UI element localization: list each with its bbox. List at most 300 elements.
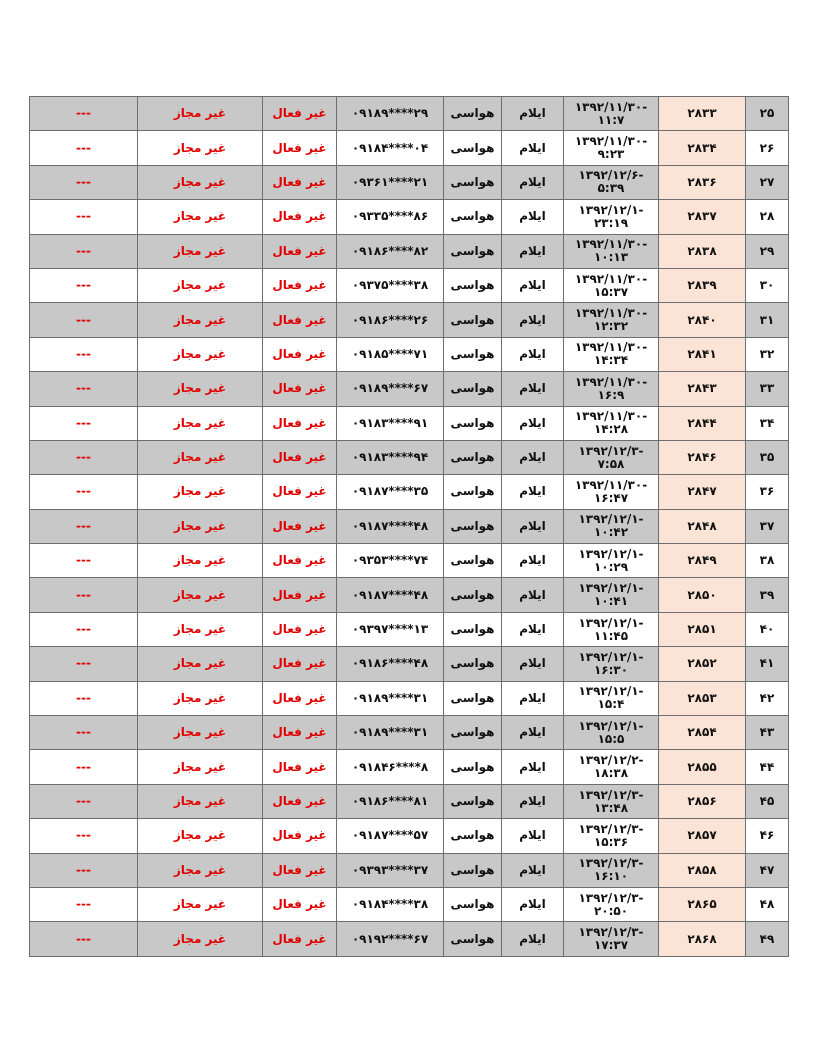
row-number-cell: ۳۴ <box>746 406 789 440</box>
id-cell: ۲۸۵۵ <box>659 750 746 784</box>
province-cell: ایلام <box>502 647 564 681</box>
status-cell: غیر فعال <box>263 784 337 818</box>
province-cell: ایلام <box>502 922 564 956</box>
time-line: ۱۷:۳۷ <box>593 938 629 953</box>
status-cell: غیر فعال <box>263 509 337 543</box>
id-cell: ۲۸۴۱ <box>659 337 746 371</box>
permit-cell: غیر مجاز <box>138 97 263 131</box>
phone-cell: ۰۹۳۶۱****۲۱ <box>337 165 444 199</box>
dash-cell: --- <box>30 440 138 474</box>
status-cell: غیر فعال <box>263 234 337 268</box>
province-cell: ایلام <box>502 887 564 921</box>
province-cell: ایلام <box>502 509 564 543</box>
date-line: ۱۳۹۲/۱۱/۳۰- <box>574 477 648 492</box>
status-cell: غیر فعال <box>263 131 337 165</box>
date-line: ۱۳۹۲/۱۲/۲- <box>578 753 644 768</box>
table-row <box>30 131 789 165</box>
permit-cell: غیر مجاز <box>138 131 263 165</box>
table-row <box>30 750 789 784</box>
id-cell: ۲۸۵۸ <box>659 853 746 887</box>
row-number-cell: ۴۱ <box>746 647 789 681</box>
date-line: ۱۳۹۲/۱۲/۶- <box>578 168 644 183</box>
table-row <box>30 681 789 715</box>
id-cell: ۲۸۳۶ <box>659 165 746 199</box>
registration-table <box>29 96 789 957</box>
status-cell: غیر فعال <box>263 544 337 578</box>
table-body <box>30 97 789 957</box>
phone-cell: ۰۹۱۸۹****۳۱ <box>337 716 444 750</box>
time-line: ۲۰:۵۰ <box>593 903 629 918</box>
phone-cell: ۰۹۱۹۲****۶۷ <box>337 922 444 956</box>
date-cell <box>564 509 659 543</box>
province-cell: ایلام <box>502 784 564 818</box>
dash-cell: --- <box>30 612 138 646</box>
status-cell: غیر فعال <box>263 681 337 715</box>
date-cell <box>564 647 659 681</box>
permit-cell: غیر مجاز <box>138 750 263 784</box>
date-cell <box>564 97 659 131</box>
type-cell: هواسی <box>444 131 502 165</box>
table-row <box>30 578 789 612</box>
permit-cell: غیر مجاز <box>138 372 263 406</box>
dash-cell: --- <box>30 716 138 750</box>
date-cell <box>564 372 659 406</box>
table-row <box>30 475 789 509</box>
row-number-cell: ۲۹ <box>746 234 789 268</box>
row-number-cell: ۳۸ <box>746 544 789 578</box>
phone-cell: ۰۹۱۸۶****۸۱ <box>337 784 444 818</box>
table-row <box>30 200 789 234</box>
row-number-cell: ۴۶ <box>746 819 789 853</box>
date-cell <box>564 887 659 921</box>
dash-cell: --- <box>30 887 138 921</box>
date-line: ۱۳۹۲/۱۱/۳۰- <box>574 306 648 321</box>
date-cell <box>564 165 659 199</box>
province-cell: ایلام <box>502 200 564 234</box>
date-cell <box>564 716 659 750</box>
province-cell: ایلام <box>502 337 564 371</box>
date-cell <box>564 544 659 578</box>
id-cell: ۲۸۵۶ <box>659 784 746 818</box>
permit-cell: غیر مجاز <box>138 406 263 440</box>
province-cell: ایلام <box>502 303 564 337</box>
dash-cell: --- <box>30 303 138 337</box>
phone-cell: ۰۹۱۸۷****۴۸ <box>337 578 444 612</box>
status-cell: غیر فعال <box>263 750 337 784</box>
phone-cell: ۰۹۳۵۳****۷۴ <box>337 544 444 578</box>
permit-cell: غیر مجاز <box>138 165 263 199</box>
date-line: ۱۳۹۲/۱۲/۳- <box>578 925 644 940</box>
id-cell: ۲۸۵۴ <box>659 716 746 750</box>
dash-cell: --- <box>30 681 138 715</box>
status-cell: غیر فعال <box>263 303 337 337</box>
permit-cell: غیر مجاز <box>138 200 263 234</box>
status-cell: غیر فعال <box>263 475 337 509</box>
phone-cell: ۰۹۱۸۹****۳۱ <box>337 681 444 715</box>
date-line: ۱۳۹۲/۱۱/۳۰- <box>574 374 648 389</box>
type-cell: هواسی <box>444 303 502 337</box>
dash-cell: --- <box>30 750 138 784</box>
type-cell: هواسی <box>444 372 502 406</box>
phone-cell: ۰۹۳۹۷****۱۳ <box>337 612 444 646</box>
phone-cell: ۰۹۱۸۹****۲۹ <box>337 97 444 131</box>
table-row <box>30 268 789 302</box>
time-line: ۹:۲۳ <box>597 147 625 162</box>
status-cell: غیر فعال <box>263 819 337 853</box>
status-cell: غیر فعال <box>263 853 337 887</box>
phone-cell: ۰۹۳۹۳****۳۷ <box>337 853 444 887</box>
type-cell: هواسی <box>444 475 502 509</box>
province-cell: ایلام <box>502 475 564 509</box>
permit-cell: غیر مجاز <box>138 819 263 853</box>
province-cell: ایلام <box>502 750 564 784</box>
date-cell <box>564 131 659 165</box>
id-cell: ۲۸۳۸ <box>659 234 746 268</box>
phone-cell: ۰۹۱۸۷****۴۸ <box>337 509 444 543</box>
permit-cell: غیر مجاز <box>138 578 263 612</box>
permit-cell: غیر مجاز <box>138 853 263 887</box>
phone-cell: ۰۹۱۸۶****۸۲ <box>337 234 444 268</box>
date-line: ۱۳۹۲/۱۲/۱- <box>578 684 644 699</box>
date-line: ۱۳۹۲/۱۲/۱- <box>578 649 644 664</box>
status-cell: غیر فعال <box>263 97 337 131</box>
phone-cell: ۰۹۱۸۷****۳۵ <box>337 475 444 509</box>
dash-cell: --- <box>30 200 138 234</box>
type-cell: هواسی <box>444 509 502 543</box>
province-cell: ایلام <box>502 131 564 165</box>
type-cell: هواسی <box>444 200 502 234</box>
status-cell: غیر فعال <box>263 612 337 646</box>
date-line: ۱۳۹۲/۱۲/۱- <box>578 581 644 596</box>
type-cell: هواسی <box>444 440 502 474</box>
province-cell: ایلام <box>502 681 564 715</box>
province-cell: ایلام <box>502 165 564 199</box>
date-line: ۱۳۹۲/۱۱/۳۰- <box>574 134 648 149</box>
dash-cell: --- <box>30 165 138 199</box>
time-line: ۱۴:۲۸ <box>593 422 629 437</box>
id-cell: ۲۸۵۲ <box>659 647 746 681</box>
type-cell: هواسی <box>444 234 502 268</box>
permit-cell: غیر مجاز <box>138 784 263 818</box>
dash-cell: --- <box>30 509 138 543</box>
status-cell: غیر فعال <box>263 440 337 474</box>
date-cell <box>564 750 659 784</box>
date-cell <box>564 268 659 302</box>
id-cell: ۲۸۵۰ <box>659 578 746 612</box>
time-line: ۱۱:۷ <box>597 112 625 127</box>
dash-cell: --- <box>30 784 138 818</box>
status-cell: غیر فعال <box>263 337 337 371</box>
type-cell: هواسی <box>444 887 502 921</box>
permit-cell: غیر مجاز <box>138 922 263 956</box>
date-line: ۱۳۹۲/۱۲/۱- <box>578 512 644 527</box>
status-cell: غیر فعال <box>263 887 337 921</box>
id-cell: ۲۸۵۳ <box>659 681 746 715</box>
table-row <box>30 509 789 543</box>
date-line: ۱۳۹۲/۱۲/۳- <box>578 821 644 836</box>
permit-cell: غیر مجاز <box>138 234 263 268</box>
dash-cell: --- <box>30 544 138 578</box>
status-cell: غیر فعال <box>263 406 337 440</box>
status-cell: غیر فعال <box>263 200 337 234</box>
dash-cell: --- <box>30 922 138 956</box>
time-line: ۱۶:۱۰ <box>593 869 629 884</box>
status-cell: غیر فعال <box>263 372 337 406</box>
date-line: ۱۳۹۲/۱۱/۳۰- <box>574 237 648 252</box>
dash-cell: --- <box>30 97 138 131</box>
type-cell: هواسی <box>444 681 502 715</box>
time-line: ۱۵:۳۶ <box>593 834 629 849</box>
permit-cell: غیر مجاز <box>138 544 263 578</box>
phone-cell: ۰۹۱۸۹****۶۷ <box>337 372 444 406</box>
time-line: ۱۵:۵ <box>597 731 625 746</box>
date-line: ۱۳۹۲/۱۱/۳۰- <box>574 99 648 114</box>
date-cell <box>564 475 659 509</box>
province-cell: ایلام <box>502 819 564 853</box>
permit-cell: غیر مجاز <box>138 337 263 371</box>
province-cell: ایلام <box>502 234 564 268</box>
date-line: ۱۳۹۲/۱۲/۳- <box>578 890 644 905</box>
id-cell: ۲۸۴۹ <box>659 544 746 578</box>
date-cell <box>564 440 659 474</box>
permit-cell: غیر مجاز <box>138 681 263 715</box>
row-number-cell: ۲۸ <box>746 200 789 234</box>
row-number-cell: ۳۲ <box>746 337 789 371</box>
permit-cell: غیر مجاز <box>138 268 263 302</box>
id-cell: ۲۸۳۷ <box>659 200 746 234</box>
table-row <box>30 922 789 956</box>
row-number-cell: ۲۷ <box>746 165 789 199</box>
time-line: ۱۱:۴۵ <box>593 628 629 643</box>
date-line: ۱۳۹۲/۱۱/۳۰- <box>574 340 648 355</box>
id-cell: ۲۸۴۸ <box>659 509 746 543</box>
dash-cell: --- <box>30 578 138 612</box>
row-number-cell: ۴۵ <box>746 784 789 818</box>
id-cell: ۲۸۴۳ <box>659 372 746 406</box>
row-number-cell: ۳۱ <box>746 303 789 337</box>
type-cell: هواسی <box>444 337 502 371</box>
id-cell: ۲۸۴۶ <box>659 440 746 474</box>
row-number-cell: ۲۶ <box>746 131 789 165</box>
table-row <box>30 303 789 337</box>
time-line: ۱۶:۹ <box>597 387 625 402</box>
time-line: ۱۰:۱۳ <box>593 250 629 265</box>
date-line: ۱۳۹۲/۱۲/۱- <box>578 615 644 630</box>
status-cell: غیر فعال <box>263 268 337 302</box>
time-line: ۱۶:۳۰ <box>593 662 629 677</box>
date-cell <box>564 234 659 268</box>
row-number-cell: ۳۹ <box>746 578 789 612</box>
time-line: ۱۲:۳۲ <box>593 319 629 334</box>
date-cell <box>564 922 659 956</box>
date-line: ۱۳۹۲/۱۲/۳- <box>578 443 644 458</box>
permit-cell: غیر مجاز <box>138 716 263 750</box>
time-line: ۲۳:۱۹ <box>593 215 629 230</box>
time-line: ۱۰:۴۱ <box>593 594 629 609</box>
phone-cell: ۰۹۱۸۴****۳۸ <box>337 887 444 921</box>
type-cell: هواسی <box>444 97 502 131</box>
date-line: ۱۳۹۲/۱۲/۱- <box>578 546 644 561</box>
phone-cell: ۰۹۳۳۵****۸۶ <box>337 200 444 234</box>
table-row <box>30 440 789 474</box>
status-cell: غیر فعال <box>263 165 337 199</box>
row-number-cell: ۳۰ <box>746 268 789 302</box>
status-cell: غیر فعال <box>263 716 337 750</box>
table-row <box>30 647 789 681</box>
permit-cell: غیر مجاز <box>138 509 263 543</box>
table-row <box>30 819 789 853</box>
row-number-cell: ۴۷ <box>746 853 789 887</box>
type-cell: هواسی <box>444 716 502 750</box>
type-cell: هواسی <box>444 612 502 646</box>
phone-cell: ۰۹۱۸۷****۵۷ <box>337 819 444 853</box>
type-cell: هواسی <box>444 922 502 956</box>
row-number-cell: ۴۰ <box>746 612 789 646</box>
province-cell: ایلام <box>502 97 564 131</box>
province-cell: ایلام <box>502 578 564 612</box>
time-line: ۱۸:۳۸ <box>593 766 629 781</box>
type-cell: هواسی <box>444 853 502 887</box>
time-line: ۱۶:۴۷ <box>593 490 629 505</box>
row-number-cell: ۴۲ <box>746 681 789 715</box>
row-number-cell: ۳۷ <box>746 509 789 543</box>
time-line: ۱۴:۳۴ <box>593 353 629 368</box>
phone-cell: ۰۹۱۸۵****۷۱ <box>337 337 444 371</box>
time-line: ۱۵:۳۷ <box>593 284 629 299</box>
table-row <box>30 165 789 199</box>
province-cell: ایلام <box>502 853 564 887</box>
status-cell: غیر فعال <box>263 922 337 956</box>
table-row <box>30 337 789 371</box>
id-cell: ۲۸۵۱ <box>659 612 746 646</box>
time-line: ۱۳:۴۸ <box>593 800 629 815</box>
row-number-cell: ۳۳ <box>746 372 789 406</box>
dash-cell: --- <box>30 647 138 681</box>
id-cell: ۲۸۶۸ <box>659 922 746 956</box>
type-cell: هواسی <box>444 544 502 578</box>
dash-cell: --- <box>30 131 138 165</box>
status-cell: غیر فعال <box>263 578 337 612</box>
dash-cell: --- <box>30 372 138 406</box>
phone-cell: ۰۹۱۸۶****۲۶ <box>337 303 444 337</box>
permit-cell: غیر مجاز <box>138 887 263 921</box>
type-cell: هواسی <box>444 578 502 612</box>
time-line: ۱۰:۴۲ <box>593 525 629 540</box>
dash-cell: --- <box>30 819 138 853</box>
type-cell: هواسی <box>444 819 502 853</box>
province-cell: ایلام <box>502 440 564 474</box>
dash-cell: --- <box>30 268 138 302</box>
type-cell: هواسی <box>444 784 502 818</box>
table-row <box>30 612 789 646</box>
table-row <box>30 234 789 268</box>
row-number-cell: ۲۵ <box>746 97 789 131</box>
row-number-cell: ۴۳ <box>746 716 789 750</box>
table-row <box>30 544 789 578</box>
permit-cell: غیر مجاز <box>138 612 263 646</box>
permit-cell: غیر مجاز <box>138 647 263 681</box>
id-cell: ۲۸۴۴ <box>659 406 746 440</box>
status-cell: غیر فعال <box>263 647 337 681</box>
type-cell: هواسی <box>444 268 502 302</box>
time-line: ۱۰:۲۹ <box>593 559 629 574</box>
province-cell: ایلام <box>502 372 564 406</box>
row-number-cell: ۴۹ <box>746 922 789 956</box>
province-cell: ایلام <box>502 406 564 440</box>
date-line: ۱۳۹۲/۱۱/۳۰- <box>574 271 648 286</box>
type-cell: هواسی <box>444 165 502 199</box>
province-cell: ایلام <box>502 612 564 646</box>
id-cell: ۲۸۳۴ <box>659 131 746 165</box>
date-cell <box>564 337 659 371</box>
phone-cell: ۰۹۱۸۴۶****۸ <box>337 750 444 784</box>
phone-cell: ۰۹۱۸۳****۹۱ <box>337 406 444 440</box>
table-row <box>30 716 789 750</box>
table-row <box>30 784 789 818</box>
date-cell <box>564 406 659 440</box>
permit-cell: غیر مجاز <box>138 303 263 337</box>
permit-cell: غیر مجاز <box>138 475 263 509</box>
province-cell: ایلام <box>502 544 564 578</box>
row-number-cell: ۳۵ <box>746 440 789 474</box>
dash-cell: --- <box>30 406 138 440</box>
table-row <box>30 97 789 131</box>
date-line: ۱۳۹۲/۱۲/۳- <box>578 787 644 802</box>
time-line: ۱۵:۴ <box>597 697 625 712</box>
id-cell: ۲۸۵۷ <box>659 819 746 853</box>
dash-cell: --- <box>30 234 138 268</box>
date-cell <box>564 681 659 715</box>
phone-cell: ۰۹۱۸۴****۰۴ <box>337 131 444 165</box>
permit-cell: غیر مجاز <box>138 440 263 474</box>
id-cell: ۲۸۶۵ <box>659 887 746 921</box>
phone-cell: ۰۹۱۸۳****۹۴ <box>337 440 444 474</box>
type-cell: هواسی <box>444 750 502 784</box>
id-cell: ۲۸۳۳ <box>659 97 746 131</box>
id-cell: ۲۸۴۰ <box>659 303 746 337</box>
row-number-cell: ۴۴ <box>746 750 789 784</box>
dash-cell: --- <box>30 337 138 371</box>
table-row <box>30 372 789 406</box>
type-cell: هواسی <box>444 647 502 681</box>
date-line: ۱۳۹۲/۱۱/۳۰- <box>574 409 648 424</box>
table-row <box>30 853 789 887</box>
phone-cell: ۰۹۱۸۶****۴۸ <box>337 647 444 681</box>
time-line: ۵:۳۹ <box>597 181 625 196</box>
id-cell: ۲۸۳۹ <box>659 268 746 302</box>
date-cell <box>564 784 659 818</box>
date-line: ۱۳۹۲/۱۲/۳- <box>578 856 644 871</box>
province-cell: ایلام <box>502 716 564 750</box>
table-row <box>30 406 789 440</box>
dash-cell: --- <box>30 475 138 509</box>
type-cell: هواسی <box>444 406 502 440</box>
id-cell: ۲۸۴۷ <box>659 475 746 509</box>
table-row <box>30 887 789 921</box>
date-line: ۱۳۹۲/۱۲/۱- <box>578 202 644 217</box>
date-cell <box>564 200 659 234</box>
time-line: ۷:۵۸ <box>597 456 625 471</box>
date-cell <box>564 578 659 612</box>
date-cell <box>564 303 659 337</box>
date-cell <box>564 853 659 887</box>
date-cell <box>564 612 659 646</box>
province-cell: ایلام <box>502 268 564 302</box>
row-number-cell: ۴۸ <box>746 887 789 921</box>
date-line: ۱۳۹۲/۱۲/۱- <box>578 718 644 733</box>
dash-cell: --- <box>30 853 138 887</box>
row-number-cell: ۳۶ <box>746 475 789 509</box>
